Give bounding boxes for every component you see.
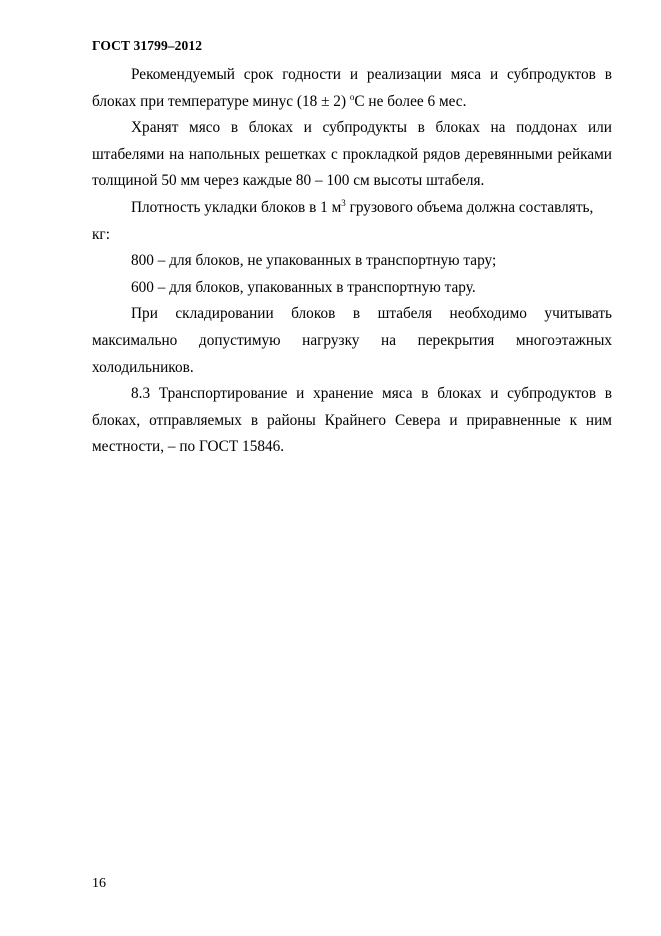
paragraph-density <box>92 195 612 248</box>
paragraph-storage: Хранят мясо в блоках и субпродукты в блоках на поддонах или штабелями на напольных решетках с прокладкой рядов деревянными рейками толщиной 50 мм через каждые 80 – 100 см высоты штабеля. <box>92 119 612 190</box>
degree-superscript: о <box>349 91 355 102</box>
paragraph-shelf-life <box>92 62 612 115</box>
shelf-life-text-end: С не более 6 мес. <box>354 92 467 110</box>
density-text-end: грузового объема должна составлять, кг: <box>92 198 594 243</box>
paragraph-density-packed: 600 – для блоков, упакованных в транспортную тару. <box>131 278 476 296</box>
page-number: 16 <box>92 876 106 891</box>
cubic-superscript: 3 <box>341 197 346 208</box>
document-header: ГОСТ 31799–2012 <box>92 38 203 53</box>
paragraph-density-unpacked: 800 – для блоков, не упакованных в транспортную тару; <box>131 252 497 270</box>
density-text: Плотность укладки блоков в 1 м <box>131 198 342 216</box>
document-body <box>92 62 612 461</box>
paragraph-transport-north: 8.3 Транспортирование и хранение мяса в блоках и субпродуктов в блоках, отправляемых в районы Крайнего Севера и приравненные к ним местности, – по ГОСТ 15846. <box>92 385 612 456</box>
paragraph-stacking-load: При складировании блоков в штабеля необходимо учитывать максимально допустимую нагрузку на перекрытия многоэтажных холодильников. <box>92 305 612 376</box>
shelf-life-text: Рекомендуемый срок годности и реализации мяса и субпродуктов в блоках при температуре минус (18 ± 2) <box>92 66 612 110</box>
